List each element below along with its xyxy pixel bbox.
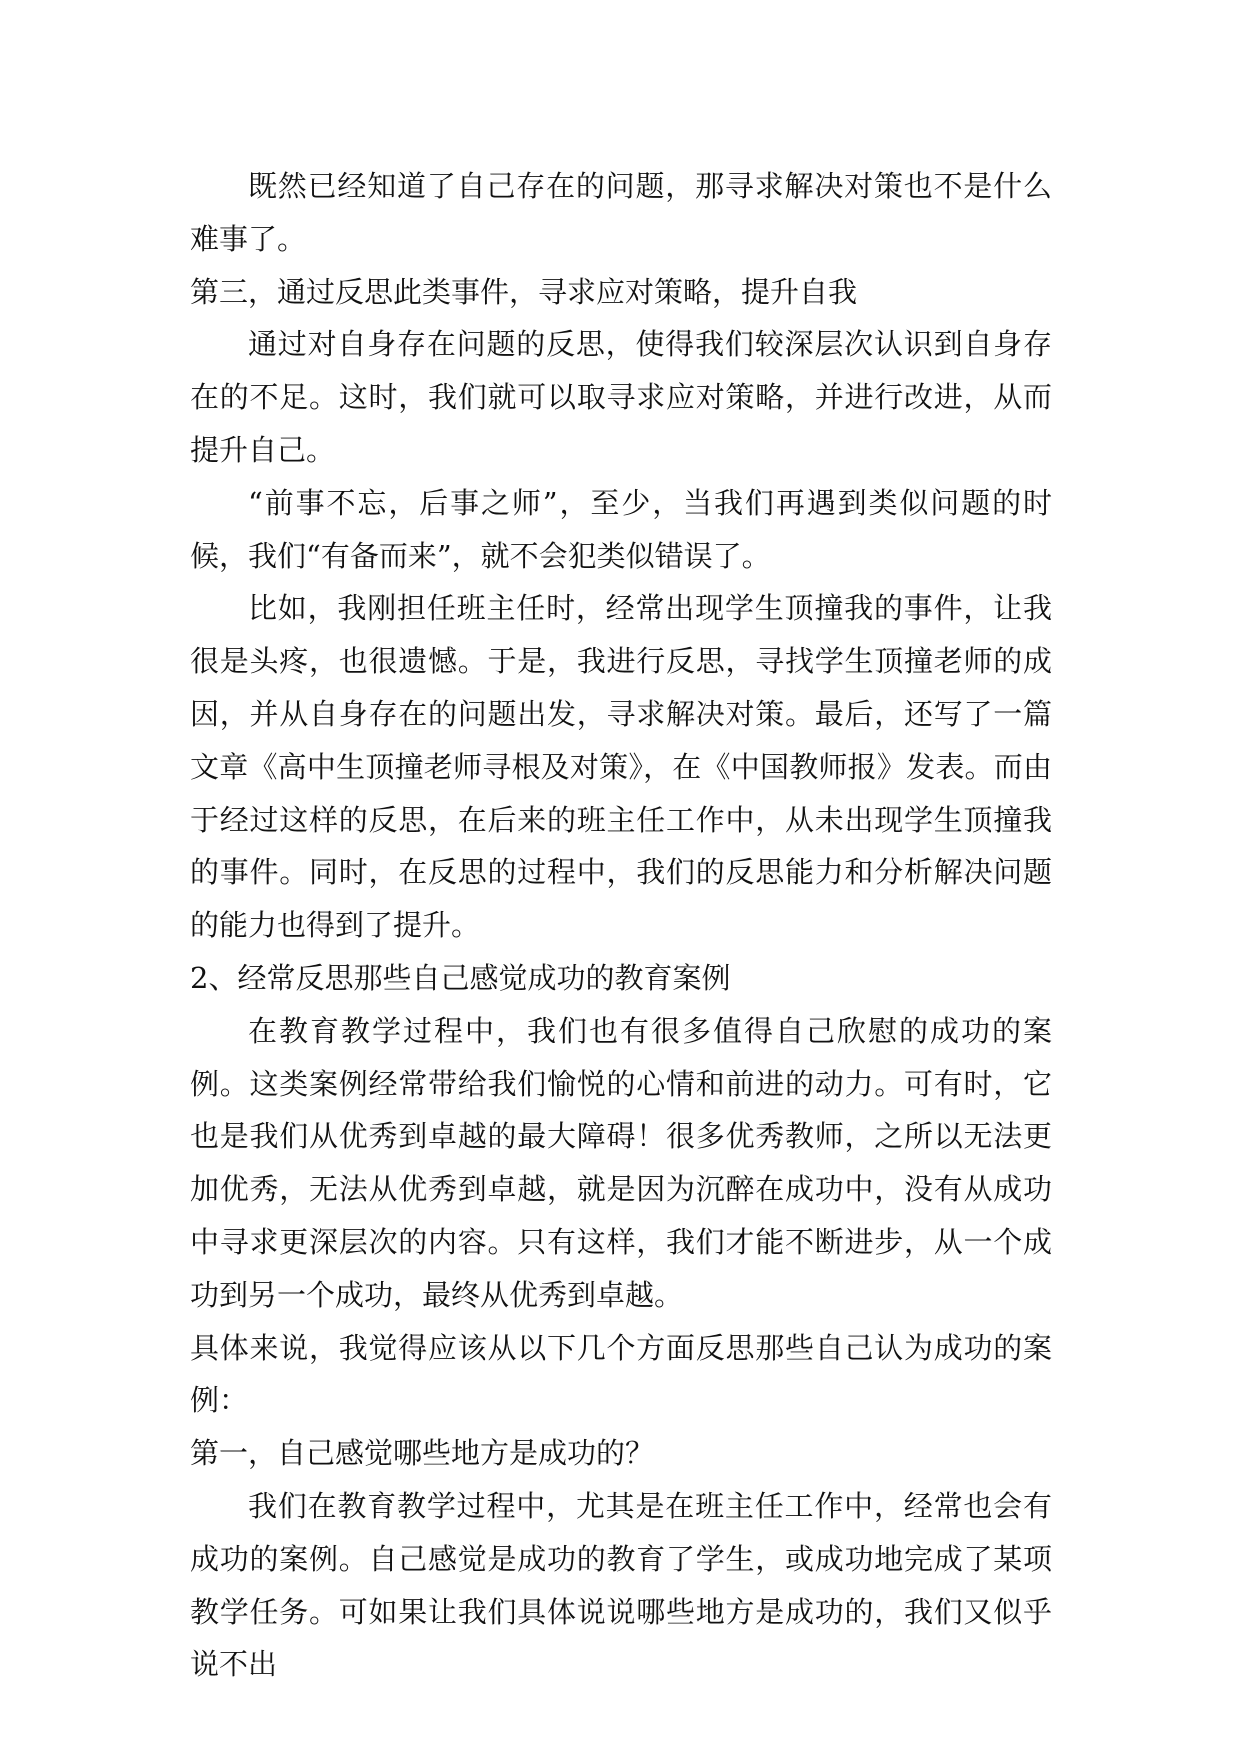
section-heading: 第三，通过反思此类事件，寻求应对策略，提升自我 bbox=[190, 274, 858, 309]
paragraph: “前事不忘，后事之师”，至少，当我们再遇到类似问题的时候，我们“有备而来”，就不会犯类似错误了。 bbox=[190, 485, 1052, 573]
section-heading: 具体来说，我觉得应该从以下几个方面反思那些自己认为成功的案例： bbox=[190, 1330, 1052, 1418]
section-heading: 第一，自己感觉哪些地方是成功的？ bbox=[190, 1436, 655, 1471]
paragraph: 既然已经知道了自己存在的问题，那寻求解决对策也不是什么难事了。 bbox=[190, 169, 1052, 256]
section-heading: 2、经常反思那些自己感觉成功的教育案例 bbox=[190, 960, 731, 995]
paragraph: 我们在教育教学过程中，尤其是在班主任工作中，经常也会有成功的案例。自己感觉是成功的教育了学生，或成功地完成了某项教学任务。可如果让我们具体说说哪些地方是成功的，我们又似乎说不出 bbox=[190, 1488, 1052, 1682]
paragraph: 通过对自身存在问题的反思，使得我们较深层次认识到自身存在的不足。这时，我们就可以取寻求应对策略，并进行改进，从而提升自己。 bbox=[190, 327, 1052, 467]
paragraph: 比如，我刚担任班主任时，经常出现学生顶撞我的事件，让我很是头疼，也很遗憾。于是，我进行反思，寻找学生顶撞老师的成因，并从自身存在的问题出发，寻求解决对策。最后，还写了一篇文章《高中生顶撞老师寻根及对策》，在《中国教师报》发表。而由于经过这样的反思，在后来的班主任工作中，从未出现学生顶撞我的事件。同时，在反思的过程中，我们的反思能力和分析解决问题的能力也得到了提升。 bbox=[190, 591, 1052, 943]
body-text bbox=[190, 160, 1052, 1691]
paragraph: 在教育教学过程中，我们也有很多值得自己欣慰的成功的案例。这类案例经常带给我们愉悦的心情和前进的动力。可有时，它也是我们从优秀到卓越的最大障碍！很多优秀教师，之所以无法更加优秀，无法从优秀到卓越，就是因为沉醉在成功中，没有从成功中寻求更深层次的内容。只有这样，我们才能不断进步，从一个成功到另一个成功，最终从优秀到卓越。 bbox=[190, 1013, 1052, 1312]
